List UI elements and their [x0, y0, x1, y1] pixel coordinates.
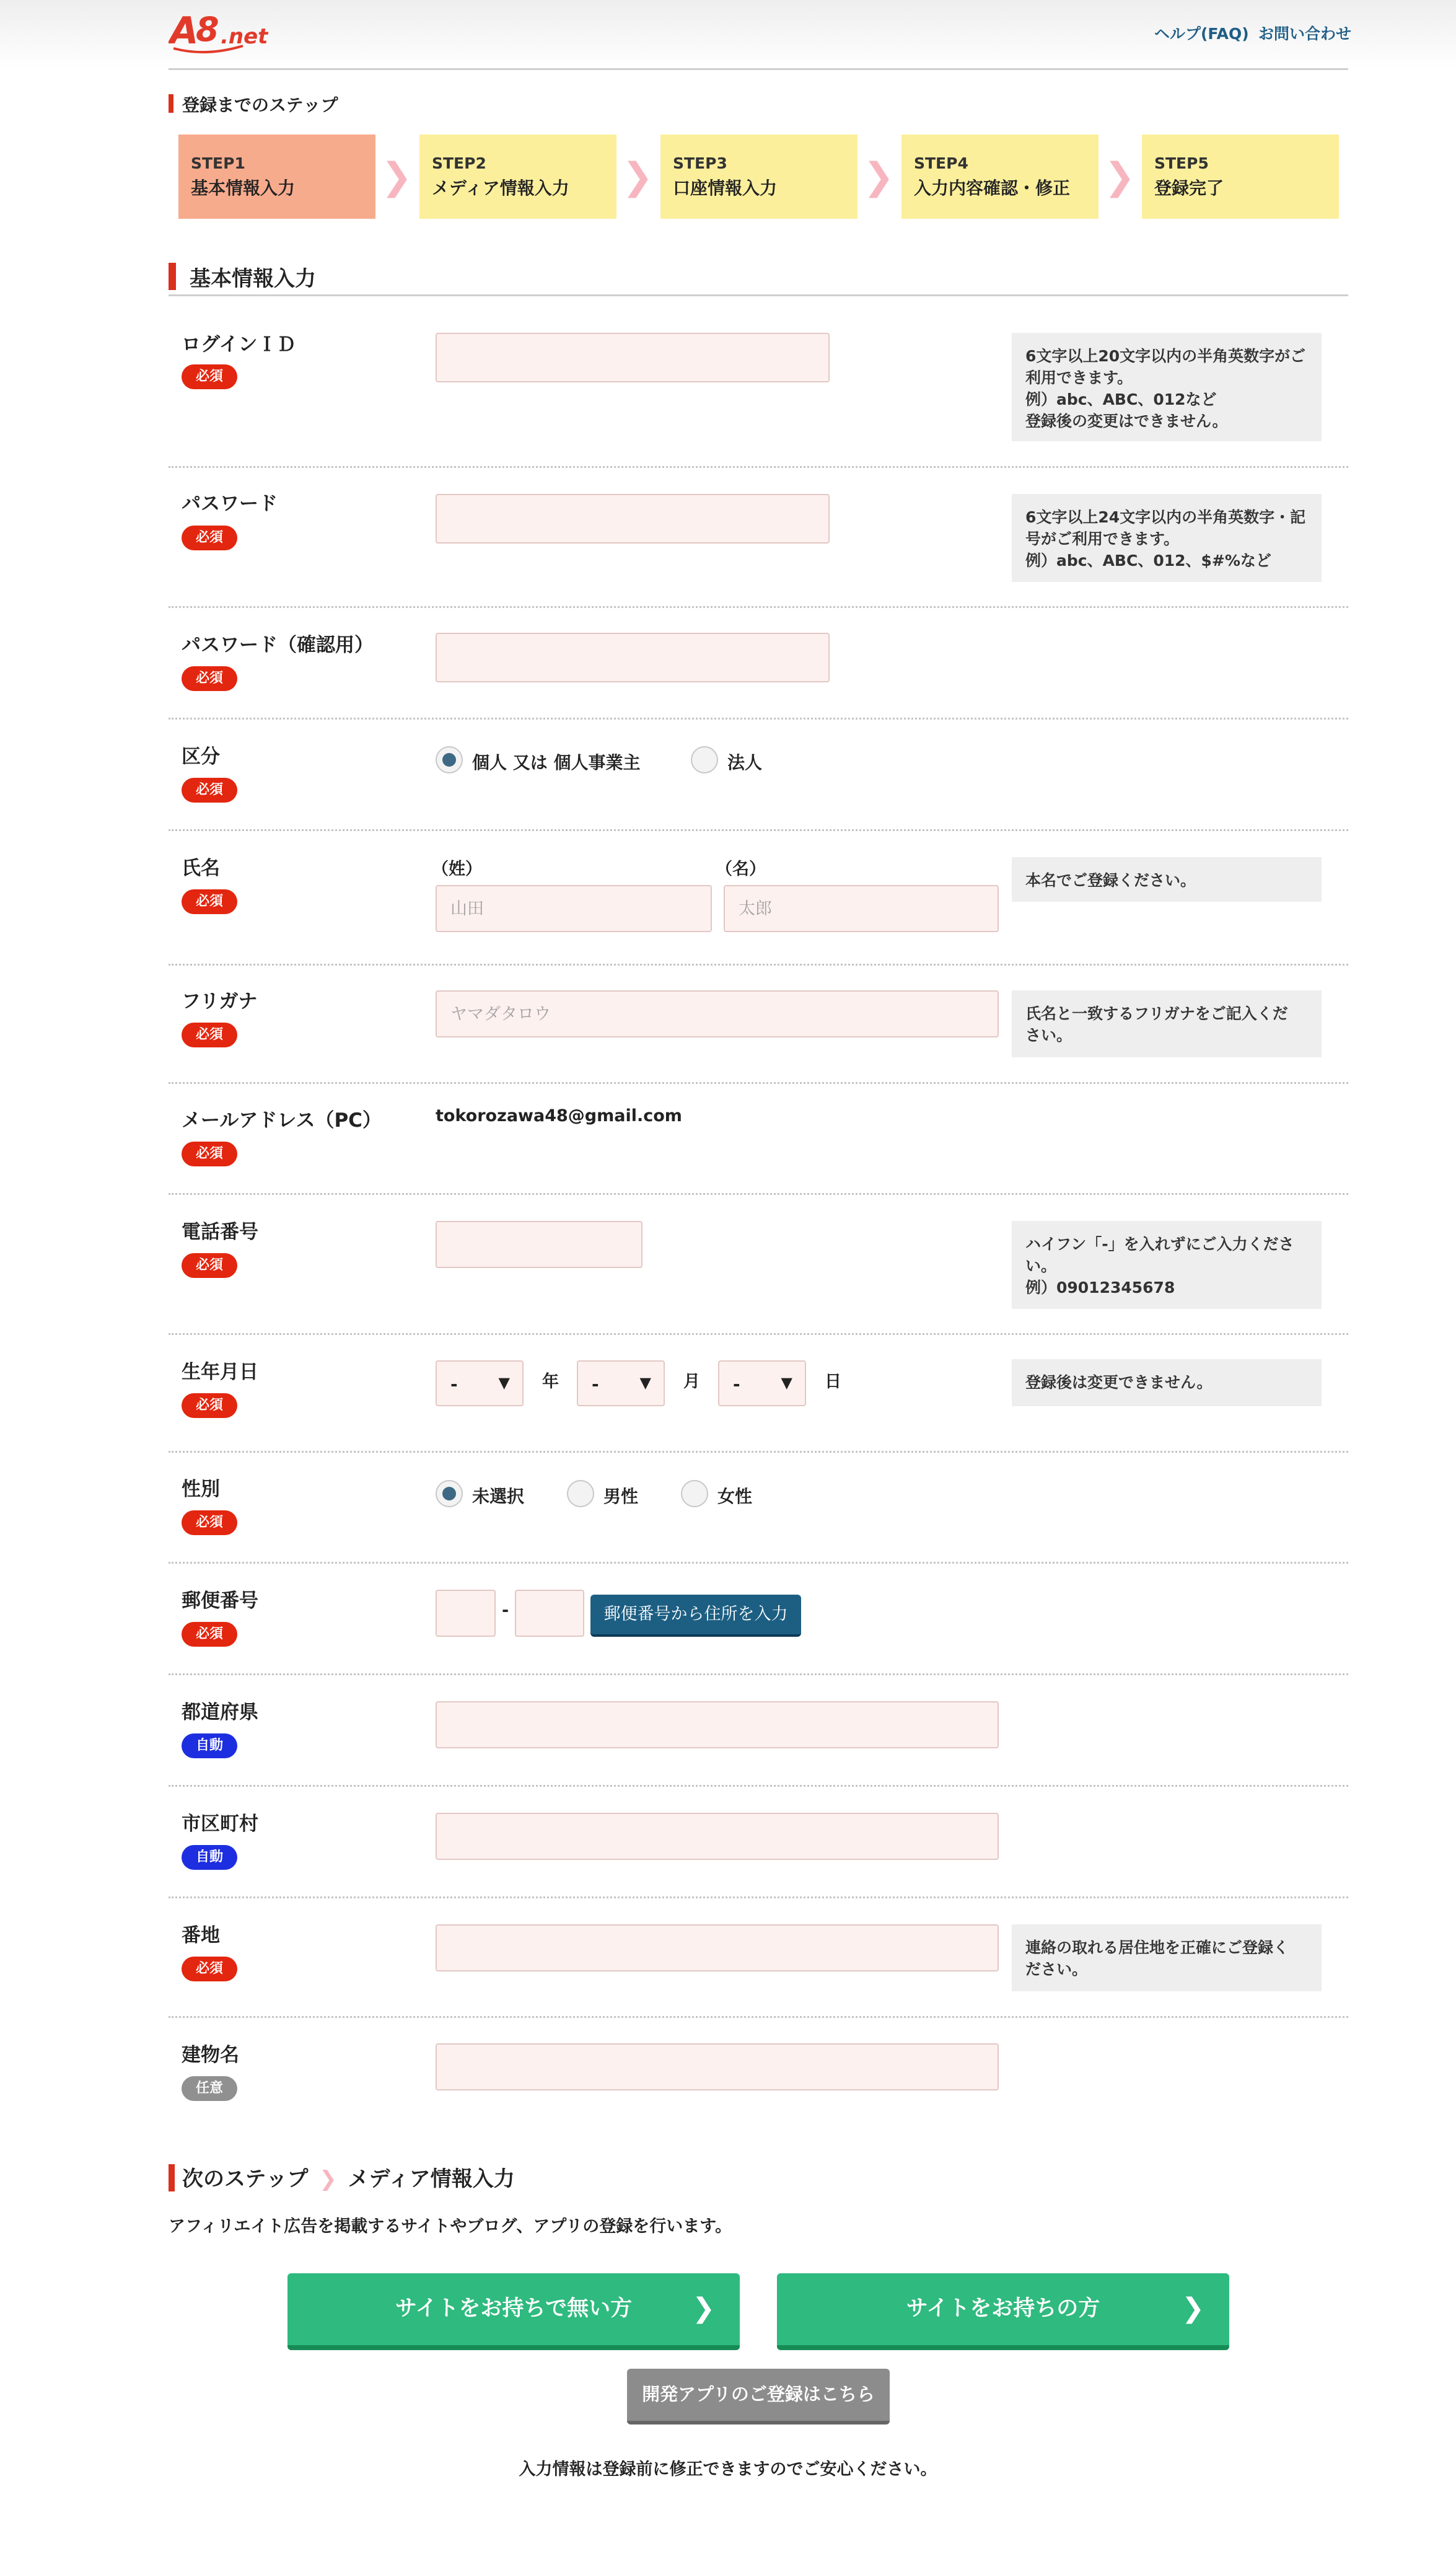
gender-female-radio[interactable] — [681, 1480, 708, 1507]
password-confirm-input[interactable] — [436, 633, 830, 682]
dropdown-arrow-icon: ▼ — [639, 1374, 651, 1391]
category-individual-radio[interactable] — [436, 746, 463, 773]
step-arrow-icon: ❯ — [622, 155, 654, 198]
row-divider — [169, 1785, 1348, 1787]
street-label: 番地 — [182, 1924, 220, 1947]
step-4: STEP4 入力内容確認・修正 — [901, 134, 1099, 219]
first-name-input[interactable] — [724, 885, 999, 932]
furigana-note: 氏名と一致するフリガナをご記入くだ さい。 — [1012, 990, 1322, 1057]
name-note: 本名でご登録ください。 — [1012, 857, 1322, 902]
last-name-input[interactable] — [436, 885, 712, 932]
row-divider — [169, 1193, 1348, 1195]
next-step-description: アフィリエイト広告を掲載するサイトやブログ、アプリの登録を行います。 — [169, 2217, 732, 2236]
birthday-note: 登録後は変更できません。 — [1012, 1359, 1322, 1406]
step-5: STEP5 登録完了 — [1142, 134, 1339, 219]
auto-badge: 自動 — [182, 1733, 237, 1758]
zip-first-input[interactable] — [436, 1590, 496, 1637]
city-input[interactable] — [436, 1813, 999, 1860]
birth-month-select[interactable]: - ▼ — [577, 1360, 665, 1406]
help-faq-link[interactable]: ヘルプ(FAQ) — [1154, 25, 1249, 43]
gender-female-label[interactable]: 女性 — [717, 1486, 753, 1507]
name-label: 氏名 — [182, 857, 220, 879]
required-badge: 必須 — [182, 526, 237, 550]
zip-lookup-button[interactable]: 郵便番号から住所を入力 — [590, 1595, 801, 1637]
prefecture-input[interactable] — [436, 1701, 999, 1748]
month-unit: 月 — [683, 1372, 700, 1391]
step-2: STEP2 メディア情報入力 — [419, 134, 616, 219]
birth-year-select[interactable]: - ▼ — [436, 1360, 524, 1406]
furigana-input[interactable] — [436, 990, 999, 1037]
a8net-logo[interactable] — [169, 5, 277, 58]
zip-separator: - — [502, 1601, 509, 1620]
password-input[interactable] — [436, 494, 830, 544]
birthday-label: 生年月日 — [182, 1361, 258, 1383]
row-divider — [169, 964, 1348, 966]
required-badge: 必須 — [182, 1510, 237, 1535]
prefecture-label: 都道府県 — [182, 1701, 258, 1724]
row-divider — [169, 1673, 1348, 1675]
required-badge: 必須 — [182, 1023, 237, 1047]
password-label: パスワード — [182, 493, 278, 515]
required-badge: 必須 — [182, 666, 237, 691]
footnote: 入力情報は登録前に修正できますのでご安心ください。 — [519, 2460, 937, 2479]
app-register-button[interactable]: 開発アプリのご登録はこちら — [627, 2369, 890, 2424]
category-individual-label[interactable]: 個人 又は 個人事業主 — [472, 752, 641, 773]
gender-unselected-label[interactable]: 未選択 — [472, 1486, 525, 1507]
required-badge: 必須 — [182, 1393, 237, 1418]
row-divider — [169, 1896, 1348, 1898]
first-name-label: （名） — [716, 860, 766, 879]
zip-second-input[interactable] — [515, 1590, 584, 1637]
svg-text:8: 8 — [196, 10, 219, 49]
day-unit: 日 — [825, 1372, 841, 1391]
row-divider — [169, 718, 1348, 720]
login-id-note: 6文字以上20文字以内の半角英数字がご 利用できます。 例）abc、ABC、012など 登録後の変更はできません。 — [1012, 333, 1322, 441]
password-confirm-label: パスワード（確認用） — [182, 634, 374, 656]
row-divider — [169, 829, 1348, 831]
required-badge: 必須 — [182, 1622, 237, 1647]
row-divider — [169, 1451, 1348, 1453]
row-divider — [169, 466, 1348, 468]
row-divider — [169, 606, 1348, 608]
required-badge: 必須 — [182, 1957, 237, 1981]
required-badge: 必須 — [182, 1142, 237, 1166]
auto-badge: 自動 — [182, 1845, 237, 1870]
required-badge: 必須 — [182, 364, 237, 389]
city-label: 市区町村 — [182, 1813, 258, 1835]
svg-text:.net: .net — [221, 24, 268, 49]
no-site-button[interactable]: サイトをお持ちで無い方 ❯ — [287, 2273, 740, 2350]
gender-unselected-radio[interactable] — [436, 1480, 463, 1507]
required-badge: 必須 — [182, 1253, 237, 1278]
login-id-label: ログインＩＤ — [182, 333, 296, 356]
phone-input[interactable] — [436, 1221, 642, 1268]
dropdown-arrow-icon: ▼ — [781, 1374, 792, 1391]
last-name-label: （姓） — [432, 860, 482, 879]
building-label: 建物名 — [182, 2044, 239, 2066]
chevron-right-icon: ❯ — [1182, 2292, 1204, 2324]
category-corporate-label[interactable]: 法人 — [727, 752, 763, 773]
row-divider — [169, 2016, 1348, 2018]
step-arrow-icon: ❯ — [319, 2167, 337, 2191]
gender-male-radio[interactable] — [567, 1480, 594, 1507]
gender-label: 性別 — [182, 1478, 220, 1500]
building-input[interactable] — [436, 2043, 999, 2090]
step-arrow-icon: ❯ — [381, 155, 413, 198]
year-unit: 年 — [542, 1372, 559, 1391]
next-step-title: 次のステップ ❯ メディア情報入力 — [169, 2162, 515, 2192]
category-corporate-radio[interactable] — [691, 746, 718, 773]
birth-day-select[interactable]: - ▼ — [718, 1360, 806, 1406]
row-divider — [169, 1333, 1348, 1335]
required-badge: 必須 — [182, 778, 237, 803]
section-title: 基本情報入力 — [169, 260, 1348, 296]
furigana-label: フリガナ — [182, 990, 258, 1013]
street-note: 連絡の取れる居住地を正確にご登録く ださい。 — [1012, 1924, 1322, 1991]
steps-title: 登録までのステップ — [169, 92, 338, 117]
email-value: tokorozawa48@gmail.com — [436, 1106, 682, 1125]
password-note: 6文字以上24文字以内の半角英数字・記 号がご利用できます。 例）abc、ABC、012、$#%など — [1012, 494, 1322, 582]
step-arrow-icon: ❯ — [1104, 155, 1136, 198]
step-1: STEP1 基本情報入力 — [178, 134, 375, 219]
optional-badge: 任意 — [182, 2076, 237, 2101]
zip-label: 郵便番号 — [182, 1590, 258, 1612]
required-badge: 必須 — [182, 889, 237, 914]
category-label: 区分 — [182, 746, 220, 768]
contact-link[interactable]: お問い合わせ — [1258, 25, 1352, 43]
email-label: メールアドレス（PC） — [182, 1109, 382, 1132]
phone-label: 電話番号 — [182, 1221, 258, 1243]
gender-male-label[interactable]: 男性 — [603, 1486, 639, 1507]
row-divider — [169, 1082, 1348, 1084]
svg-text:A: A — [170, 9, 199, 53]
chevron-right-icon: ❯ — [692, 2292, 715, 2324]
has-site-button[interactable]: サイトをお持ちの方 ❯ — [777, 2273, 1229, 2350]
step-arrow-icon: ❯ — [863, 155, 895, 198]
header-divider — [169, 68, 1348, 70]
row-divider — [169, 1562, 1348, 1564]
dropdown-arrow-icon: ▼ — [498, 1374, 510, 1391]
login-id-input[interactable] — [436, 333, 830, 382]
step-3: STEP3 口座情報入力 — [660, 134, 857, 219]
street-input[interactable] — [436, 1924, 999, 1971]
phone-note: ハイフン「-」を入れずにご入力くださ い。 例）09012345678 — [1012, 1221, 1322, 1309]
